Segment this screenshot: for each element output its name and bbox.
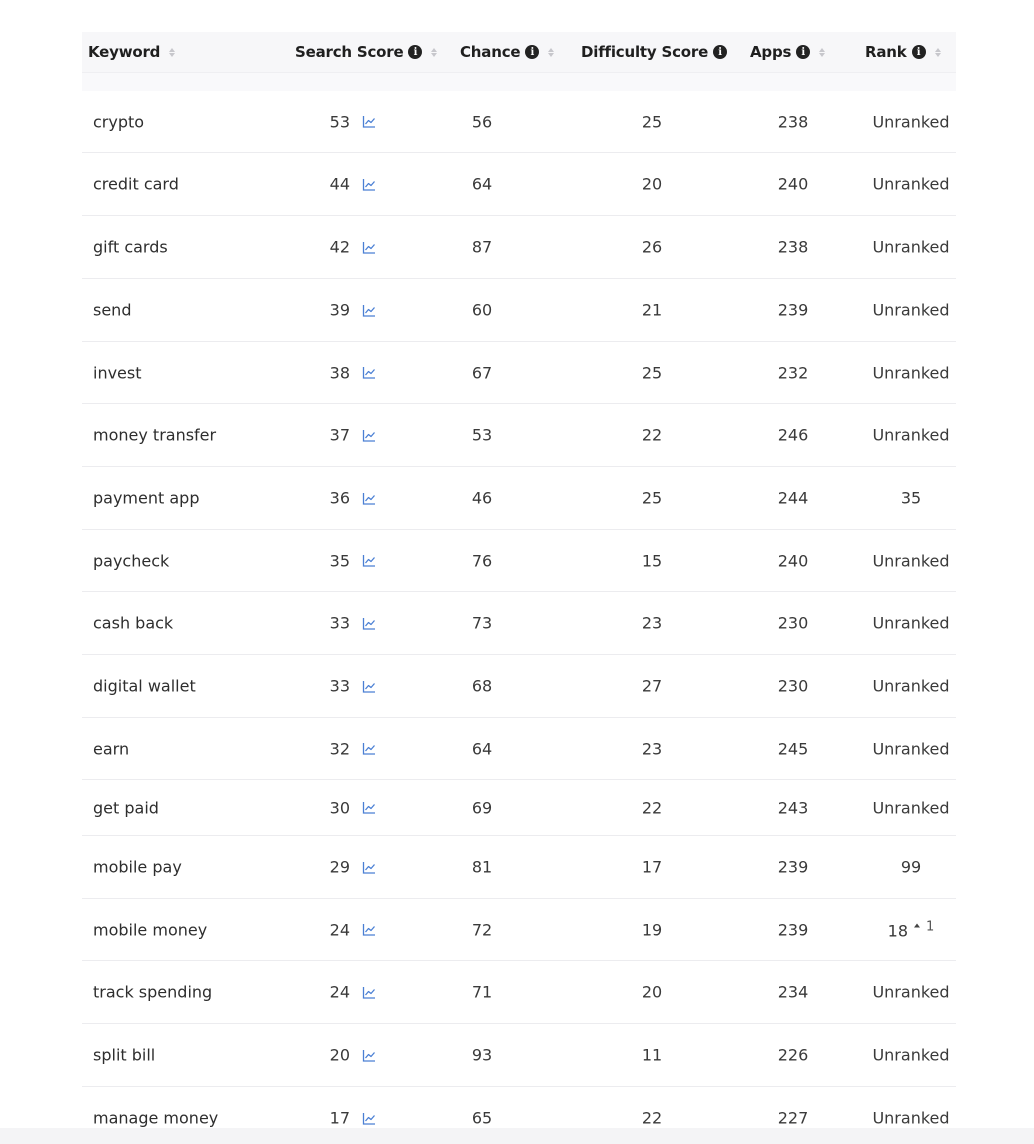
search-score-cell	[312, 426, 392, 445]
rank-cell	[861, 919, 961, 940]
table-row[interactable]	[82, 153, 956, 216]
rank-cell	[861, 1046, 961, 1065]
chance-cell: 81	[471, 857, 493, 877]
search-score-value: 39	[329, 300, 350, 320]
apps-cell: 245	[777, 739, 809, 758]
keyword-cell: split bill	[93, 1045, 156, 1065]
keyword-cell: mobile pay	[93, 857, 182, 877]
table-row[interactable]	[82, 404, 956, 467]
difficulty-cell: 25	[641, 112, 663, 131]
search-score-cell	[312, 614, 392, 633]
header-rank[interactable]	[865, 43, 941, 61]
header-rank-label: Rank	[865, 43, 907, 61]
header-keyword-label: Keyword	[88, 43, 161, 61]
apps-cell: 244	[777, 488, 809, 508]
keyword-cell: manage money	[93, 1108, 219, 1128]
rank-value: 18	[887, 921, 909, 940]
chance-cell: 67	[471, 363, 493, 382]
apps-cell: 238	[777, 112, 809, 131]
rank-cell	[861, 983, 961, 1002]
table-row[interactable]	[82, 836, 956, 899]
search-score-cell	[312, 175, 392, 194]
table-row[interactable]	[82, 467, 956, 530]
trend-chart-icon[interactable]	[362, 1048, 376, 1062]
difficulty-cell: 17	[641, 857, 663, 877]
sort-apps-icon[interactable]	[819, 48, 825, 57]
chance-cell: 60	[471, 300, 493, 320]
apps-cell: 239	[777, 857, 809, 877]
search-score-value: 33	[329, 676, 350, 696]
apps-cell: 239	[777, 300, 809, 320]
chance-cell: 93	[471, 1045, 493, 1065]
difficulty-cell: 22	[641, 425, 663, 445]
rank-cell	[861, 798, 961, 817]
trend-chart-icon[interactable]	[362, 177, 376, 191]
apps-info-icon[interactable]: i	[796, 45, 810, 59]
table-row[interactable]	[82, 780, 956, 836]
rank-value: Unranked	[872, 676, 950, 696]
header-spacer	[82, 73, 956, 91]
difficulty-score-info-icon[interactable]: i	[713, 45, 727, 59]
table-row[interactable]	[82, 899, 956, 961]
apps-cell: 234	[777, 982, 809, 1002]
trend-chart-icon[interactable]	[362, 554, 376, 568]
chance-cell: 71	[471, 982, 493, 1002]
footer-strip	[0, 1128, 1034, 1144]
search-score-cell	[312, 983, 392, 1002]
rank-value: Unranked	[872, 112, 950, 131]
keyword-cell: credit card	[93, 174, 179, 194]
rank-value: Unranked	[872, 363, 950, 382]
rank-cell	[861, 677, 961, 696]
trend-chart-icon[interactable]	[362, 303, 376, 317]
keyword-cell: track spending	[93, 982, 213, 1002]
apps-cell: 240	[777, 174, 809, 194]
apps-cell: 246	[777, 425, 809, 445]
table-row[interactable]	[82, 592, 956, 655]
table-header	[82, 32, 956, 73]
difficulty-cell: 15	[641, 551, 663, 570]
chance-cell: 87	[471, 237, 493, 257]
rank-cell	[861, 112, 961, 131]
trend-chart-icon[interactable]	[362, 923, 376, 937]
header-search-score[interactable]	[295, 43, 437, 61]
table-row[interactable]	[82, 216, 956, 279]
difficulty-cell: 21	[641, 300, 663, 320]
chance-cell: 64	[471, 739, 493, 758]
table-row[interactable]	[82, 718, 956, 780]
search-score-value: 29	[329, 857, 350, 877]
keyword-cell: mobile money	[93, 920, 208, 939]
difficulty-cell: 22	[641, 798, 663, 817]
sort-chance-icon[interactable]	[548, 48, 554, 57]
search-score-cell	[312, 301, 392, 320]
rank-value: Unranked	[872, 1108, 950, 1128]
header-search-score-label: Search Score	[295, 43, 404, 61]
sort-keyword-icon[interactable]	[169, 48, 175, 57]
difficulty-cell: 23	[641, 739, 663, 758]
trend-chart-icon[interactable]	[362, 985, 376, 999]
rank-value: Unranked	[872, 551, 950, 570]
keyword-cell: earn	[93, 739, 130, 758]
keyword-cell: crypto	[93, 112, 145, 131]
rank-value: Unranked	[872, 739, 950, 758]
search-score-value: 38	[329, 363, 350, 382]
header-difficulty-score-label: Difficulty Score	[581, 43, 709, 61]
search-score-cell	[312, 238, 392, 257]
search-score-value: 35	[329, 551, 350, 570]
apps-cell: 230	[777, 613, 809, 633]
rank-cell	[861, 301, 961, 320]
search-score-value: 32	[329, 739, 350, 758]
chance-cell: 56	[471, 112, 493, 131]
search-score-cell	[312, 363, 392, 382]
apps-cell: 238	[777, 237, 809, 257]
difficulty-cell: 25	[641, 363, 663, 382]
keyword-table	[82, 32, 956, 1144]
header-chance-label: Chance	[460, 43, 521, 61]
keyword-cell: cash back	[93, 613, 174, 633]
table-row[interactable]	[82, 342, 956, 404]
trend-chart-icon[interactable]	[362, 742, 376, 756]
rank-info-icon[interactable]: i	[912, 45, 926, 59]
difficulty-cell: 20	[641, 174, 663, 194]
rank-cell	[861, 858, 961, 877]
rank-cell	[861, 238, 961, 257]
keyword-cell: money transfer	[93, 425, 217, 445]
search-score-cell	[312, 112, 392, 131]
rank-up-icon	[914, 923, 920, 927]
keyword-cell: digital wallet	[93, 676, 196, 696]
apps-cell: 226	[777, 1045, 809, 1065]
rank-value: Unranked	[872, 613, 950, 633]
search-score-value: 30	[329, 798, 350, 817]
apps-cell: 240	[777, 551, 809, 570]
rank-cell	[861, 614, 961, 633]
chance-cell: 53	[471, 425, 493, 445]
search-score-value: 24	[329, 920, 350, 939]
table-row[interactable]	[82, 961, 956, 1024]
header-keyword[interactable]	[88, 43, 175, 61]
apps-cell: 243	[777, 798, 809, 817]
rank-cell	[861, 551, 961, 570]
rank-value: Unranked	[872, 174, 950, 194]
rank-delta-value: 1	[926, 919, 935, 934]
trend-chart-icon[interactable]	[362, 491, 376, 505]
trend-chart-icon[interactable]	[362, 1111, 376, 1125]
search-score-value: 44	[329, 174, 350, 194]
chance-cell: 76	[471, 551, 493, 570]
header-chance[interactable]	[460, 43, 554, 61]
apps-cell: 227	[777, 1108, 809, 1128]
difficulty-cell: 26	[641, 237, 663, 257]
search-score-value: 17	[329, 1108, 350, 1128]
keyword-cell: paycheck	[93, 551, 170, 570]
chance-cell: 64	[471, 174, 493, 194]
apps-cell: 232	[777, 363, 809, 382]
rank-value: Unranked	[872, 425, 950, 445]
search-score-cell	[312, 920, 392, 939]
search-score-cell	[312, 677, 392, 696]
rank-change	[914, 919, 934, 934]
table-row[interactable]	[82, 279, 956, 342]
table-body	[82, 91, 956, 1144]
difficulty-cell: 20	[641, 982, 663, 1002]
rank-value: Unranked	[872, 1045, 950, 1065]
chance-cell: 65	[471, 1108, 493, 1128]
search-score-value: 20	[329, 1045, 350, 1065]
rank-value: 99	[900, 857, 922, 877]
rank-value: Unranked	[872, 237, 950, 257]
sort-search-score-icon[interactable]	[431, 48, 437, 57]
chance-cell: 72	[471, 920, 493, 939]
search-score-value: 42	[329, 237, 350, 257]
rank-value: Unranked	[872, 982, 950, 1002]
difficulty-cell: 11	[641, 1045, 663, 1065]
trend-chart-icon[interactable]	[362, 860, 376, 874]
search-score-cell	[312, 858, 392, 877]
rank-value: Unranked	[872, 300, 950, 320]
chance-cell: 69	[471, 798, 493, 817]
keyword-cell: payment app	[93, 488, 200, 508]
header-difficulty-score[interactable]	[581, 43, 727, 61]
trend-chart-icon[interactable]	[362, 366, 376, 380]
chance-cell: 46	[471, 488, 493, 508]
header-apps[interactable]	[750, 43, 825, 61]
search-score-cell	[312, 1046, 392, 1065]
header-apps-label: Apps	[750, 43, 792, 61]
chance-info-icon[interactable]: i	[525, 45, 539, 59]
keyword-cell: gift cards	[93, 237, 168, 257]
search-score-cell	[312, 798, 392, 817]
trend-chart-icon[interactable]	[362, 240, 376, 254]
chance-cell: 73	[471, 613, 493, 633]
search-score-cell	[312, 489, 392, 508]
sort-rank-icon[interactable]	[935, 48, 941, 57]
rank-cell	[861, 175, 961, 194]
rank-cell	[861, 1109, 961, 1128]
rank-cell	[861, 426, 961, 445]
trend-chart-icon[interactable]	[362, 428, 376, 442]
difficulty-cell: 27	[641, 676, 663, 696]
search-score-value: 33	[329, 613, 350, 633]
rank-value: 35	[900, 488, 922, 508]
search-score-cell	[312, 739, 392, 758]
search-score-info-icon[interactable]: i	[408, 45, 422, 59]
difficulty-cell: 19	[641, 920, 663, 939]
rank-cell	[861, 363, 961, 382]
chance-cell: 68	[471, 676, 493, 696]
trend-chart-icon[interactable]	[362, 679, 376, 693]
search-score-value: 36	[329, 488, 350, 508]
search-score-value: 53	[329, 112, 350, 131]
trend-chart-icon[interactable]	[362, 616, 376, 630]
search-score-value: 24	[329, 982, 350, 1002]
difficulty-cell: 23	[641, 613, 663, 633]
keyword-cell: get paid	[93, 798, 159, 817]
table-row[interactable]	[82, 655, 956, 718]
table-row[interactable]	[82, 91, 956, 153]
keyword-cell: send	[93, 300, 132, 320]
trend-chart-icon[interactable]	[362, 801, 376, 815]
rank-cell	[861, 739, 961, 758]
table-row[interactable]	[82, 530, 956, 592]
search-score-value: 37	[329, 425, 350, 445]
difficulty-cell: 25	[641, 488, 663, 508]
table-row[interactable]	[82, 1024, 956, 1087]
keyword-cell: invest	[93, 363, 142, 382]
rank-cell	[861, 489, 961, 508]
apps-cell: 230	[777, 676, 809, 696]
apps-cell: 239	[777, 920, 809, 939]
difficulty-cell: 22	[641, 1108, 663, 1128]
trend-chart-icon[interactable]	[362, 115, 376, 129]
search-score-cell	[312, 1109, 392, 1128]
search-score-cell	[312, 551, 392, 570]
rank-value: Unranked	[872, 798, 950, 817]
